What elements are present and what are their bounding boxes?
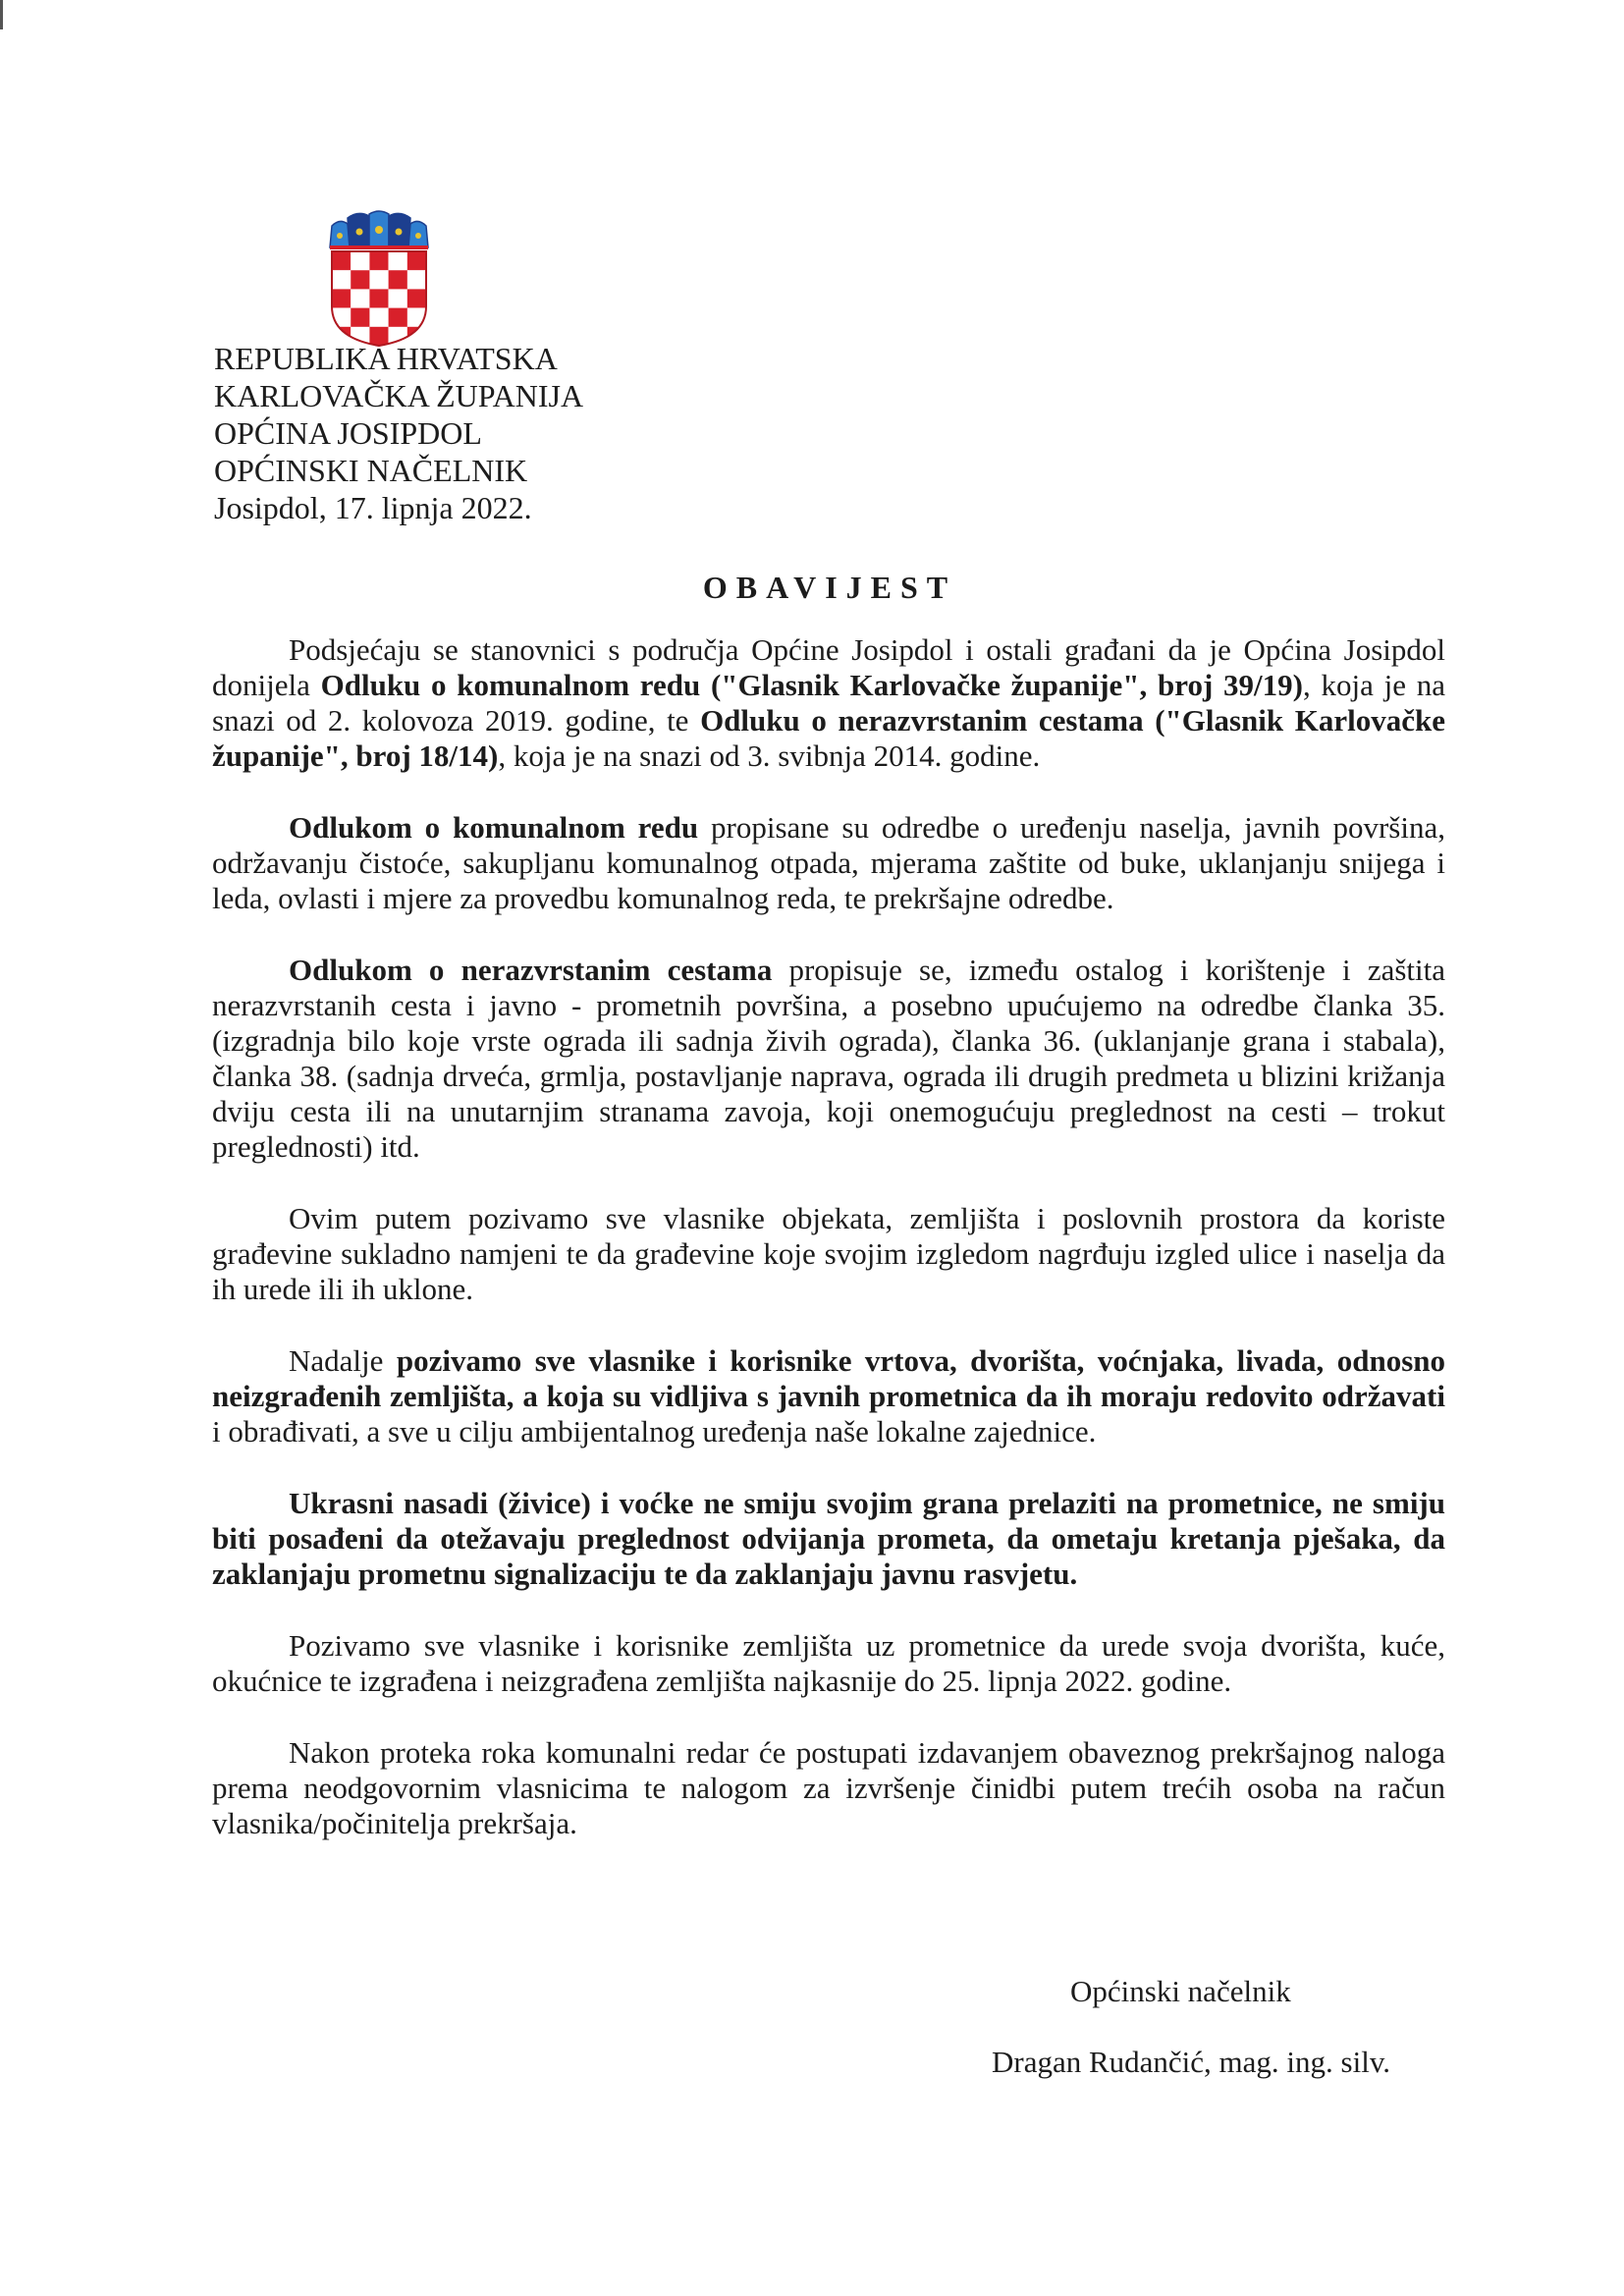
document-body	[212, 632, 1445, 1878]
header-office: OPĆINSKI NAČELNIK	[214, 453, 528, 488]
header-county: KARLOVAČKA ŽUPANIJA	[214, 378, 584, 413]
paragraph-4: Ovim putem pozivamo sve vlasnike objekata, zemljišta i poslovnih prostora da koriste građevine sukladno namjeni te da građevine koje svojim izgledom nagrđuju izgled ulice i naselja da ih urede ili ih uklone.	[212, 1201, 1445, 1306]
signature-title: Općinski načelnik	[1070, 1974, 1291, 2008]
paragraph-7: Pozivamo sve vlasnike i korisnike zemljišta uz prometnice da urede svoja dvorišta, kuće, okućnice te izgrađena i neizgrađena zemljišta najkasnije do 25. lipnja 2022. godine.	[212, 1628, 1445, 1698]
paragraph-6: Ukrasni nasadi (živice) i voćke ne smiju svojim grana prelaziti na prometnice, ne smiju biti posađeni da otežavaju preglednost odvijanja prometa, da ometaju kretanja pješaka, da zaklanjaju prometnu signalizaciju te da zaklanjaju javnu rasvjetu.	[212, 1486, 1445, 1591]
croatian-coat-of-arms-icon	[328, 208, 430, 348]
header-country: REPUBLIKA HRVATSKA	[214, 341, 558, 376]
scan-edge-mark	[0, 0, 3, 29]
coat-crown	[330, 211, 428, 249]
paragraph-2: Odlukom o komunalnom redu propisane su odredbe o uređenju naselja, javnih površina, održavanju čistoće, sakupljanu komunalnog otpada, mjerama zaštite od buke, uklanjanju snijega i leda, ovlasti i mjere za provedbu komunalnog reda, te prekršajne odredbe.	[212, 810, 1445, 915]
document-title: OBAVIJEST	[702, 570, 957, 605]
paragraph-5: Nadalje pozivamo sve vlasnike i korisnike vrtova, dvorišta, voćnjaka, livada, odnosno neizgrađenih zemljišta, a koja su vidljiva s javnih prometnica da ih moraju redovito održavati i obrađivati, a sve u cilju ambijentalnog uređenja naše lokalne zajednice.	[212, 1343, 1445, 1449]
paragraph-3: Odlukom o nerazvrstanim cestama propisuje se, između ostalog i korištenje i zaštita nerazvrstanih cesta i javno - prometnih površina, a posebno upućujemo na odredbe članka 35. (izgradnja bilo koje vrste ograda ili sadnja živih ograda), članka 36. (uklanjanje grana i stabala), članka 38. (sadnja drveća, grmlja, postavljanje naprava, ograda ili drugih predmeta u blizini križanja dviju cesta ili na unutarnjim stranama zavoja, koji onemogućuju preglednost na cesti – trokut preglednosti) itd.	[212, 953, 1446, 1164]
issuer-header	[214, 340, 583, 526]
paragraph-1: Podsjećaju se stanovnici s područja Općine Josipdol i ostali građani da je Općina Josipdol donijela Odluku o komunalnom redu ("Glasnik Karlovačke županije", broj 39/19), koja je na snazi od 2. kolovoza 2019. godine, te Odluku o nerazvrstanim cestama ("Glasnik Karlovačke županije", broj 18/14), koja je na snazi od 3. svibnja 2014. godine.	[212, 632, 1446, 773]
paragraph-8: Nakon proteka roka komunalni redar će postupati izdavanjem obaveznog prekršajnog naloga prema neodgovornim vlasnicima te nalogom za izvršenje činidbi putem trećih osoba na račun vlasnika/počinitelja prekršaja.	[212, 1735, 1445, 1840]
header-municipality: OPĆINA JOSIPDOL	[214, 415, 482, 451]
header-date: Josipdol, 17. lipnja 2022.	[214, 490, 532, 525]
signature-name: Dragan Rudančić, mag. ing. silv.	[992, 2045, 1391, 2079]
